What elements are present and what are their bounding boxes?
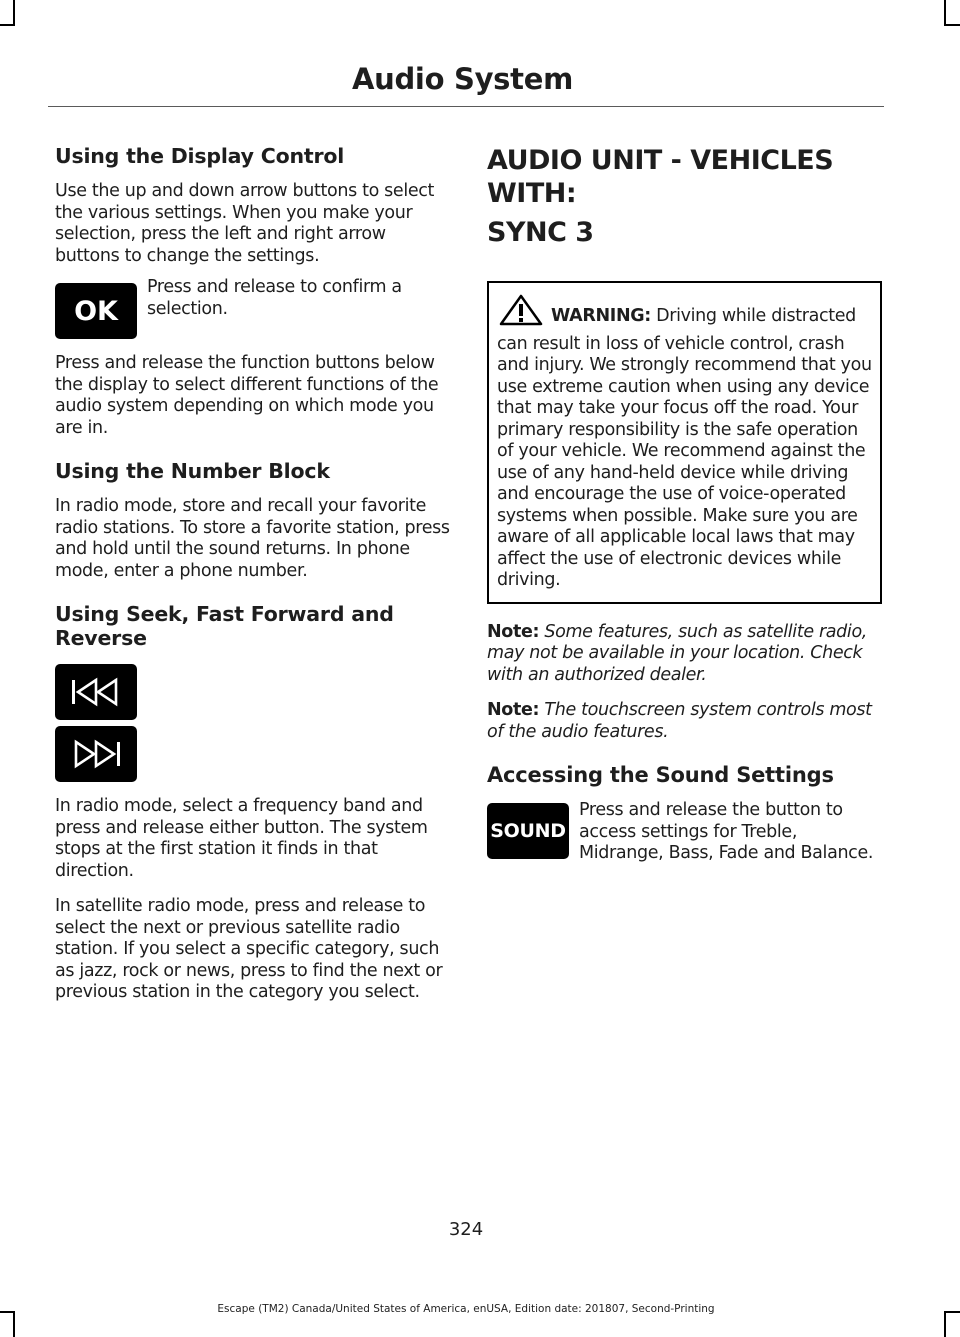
seek-back-icon xyxy=(55,664,137,720)
note-2 xyxy=(487,700,882,743)
seek-paragraph-1: In radio mode, select a frequency band and press and release either button. The system stops at the first station it finds in that direction. xyxy=(55,796,428,881)
warning-label: WARNING: xyxy=(551,306,651,326)
crop-mark xyxy=(944,1313,946,1337)
footer-text: Escape (TM2) Canada/United States of America, enUSA, Edition date: 201807, Second-Printing xyxy=(217,1303,715,1315)
seek-heading: Using Seek, Fast Forward and Reverse xyxy=(55,602,394,650)
number-block-paragraph: In radio mode, store and recall your favorite radio stations. To store a favorite station, press and hold until the sound returns. In phone mode, enter a phone number. xyxy=(55,496,450,581)
crop-mark xyxy=(944,1311,960,1313)
crop-mark xyxy=(944,0,946,24)
warning-text xyxy=(497,293,872,592)
header-divider xyxy=(48,106,884,107)
warning-triangle-icon xyxy=(497,293,545,334)
seek-paragraph-2: In satellite radio mode, press and release to select the next or previous satellite radio station. If you select a specific category, such as jazz, rock or news, press to find the next or previous station in the category you select. xyxy=(55,896,443,1002)
sound-instruction xyxy=(487,800,882,865)
note-2-label: Note: xyxy=(487,700,540,720)
display-control-heading: Using the Display Control xyxy=(55,144,345,168)
note-1-label: Note: xyxy=(487,621,540,642)
sound-button-icon: SOUND xyxy=(487,803,569,859)
seek-icons xyxy=(55,664,450,782)
page-title: Audio System xyxy=(351,62,573,96)
warning-body: Driving while distracted can result in loss of vehicle control, crash and injury. We strongly recommend that you use extreme caution when using any device that may take your focus off the road. Your primary responsibility is the safe operation of your vehicle. We recommend against the use of any hand-held device while driving and encourage the use of voice-operated systems when possible. Make sure you are aware of all applicable local laws that may affect the use of electronic devices while driving. xyxy=(497,306,872,590)
ok-button-icon: OK xyxy=(55,283,137,339)
ok-instruction xyxy=(55,277,450,339)
sound-settings-heading: Accessing the Sound Settings xyxy=(487,763,834,787)
sound-instruction-text: Press and release the button to access settings for Treble, Midrange, Bass, Fade and Balance. xyxy=(579,800,874,863)
number-block-heading: Using the Number Block xyxy=(55,459,330,483)
note-1 xyxy=(487,622,882,687)
left-column xyxy=(55,144,450,1018)
crop-mark xyxy=(13,0,15,24)
note-1-text: Some features, such as satellite radio, may not be available in your location. Check with an authorized dealer. xyxy=(487,621,868,685)
crop-mark xyxy=(944,24,960,26)
note-2-text: The touchscreen system controls most of the audio features. xyxy=(487,700,872,742)
crop-mark xyxy=(0,24,15,26)
ok-instruction-text: Press and release to confirm a selection. xyxy=(147,277,402,319)
display-control-paragraph: Use the up and down arrow buttons to select the various settings. When you make your selection, press the left and right arrow buttons to change the settings. xyxy=(55,181,435,266)
section-heading-line-2: SYNC 3 xyxy=(487,217,594,248)
warning-box xyxy=(487,281,882,604)
right-column xyxy=(487,144,882,879)
function-buttons-paragraph: Press and release the function buttons below the display to select different functions of the audio system depending on which mode you are in. xyxy=(55,353,439,438)
section-heading-line-1: AUDIO UNIT - VEHICLES WITH: xyxy=(487,145,834,209)
crop-mark xyxy=(13,1313,15,1337)
seek-forward-icon xyxy=(55,726,137,782)
page-number: 324 xyxy=(448,1219,484,1240)
